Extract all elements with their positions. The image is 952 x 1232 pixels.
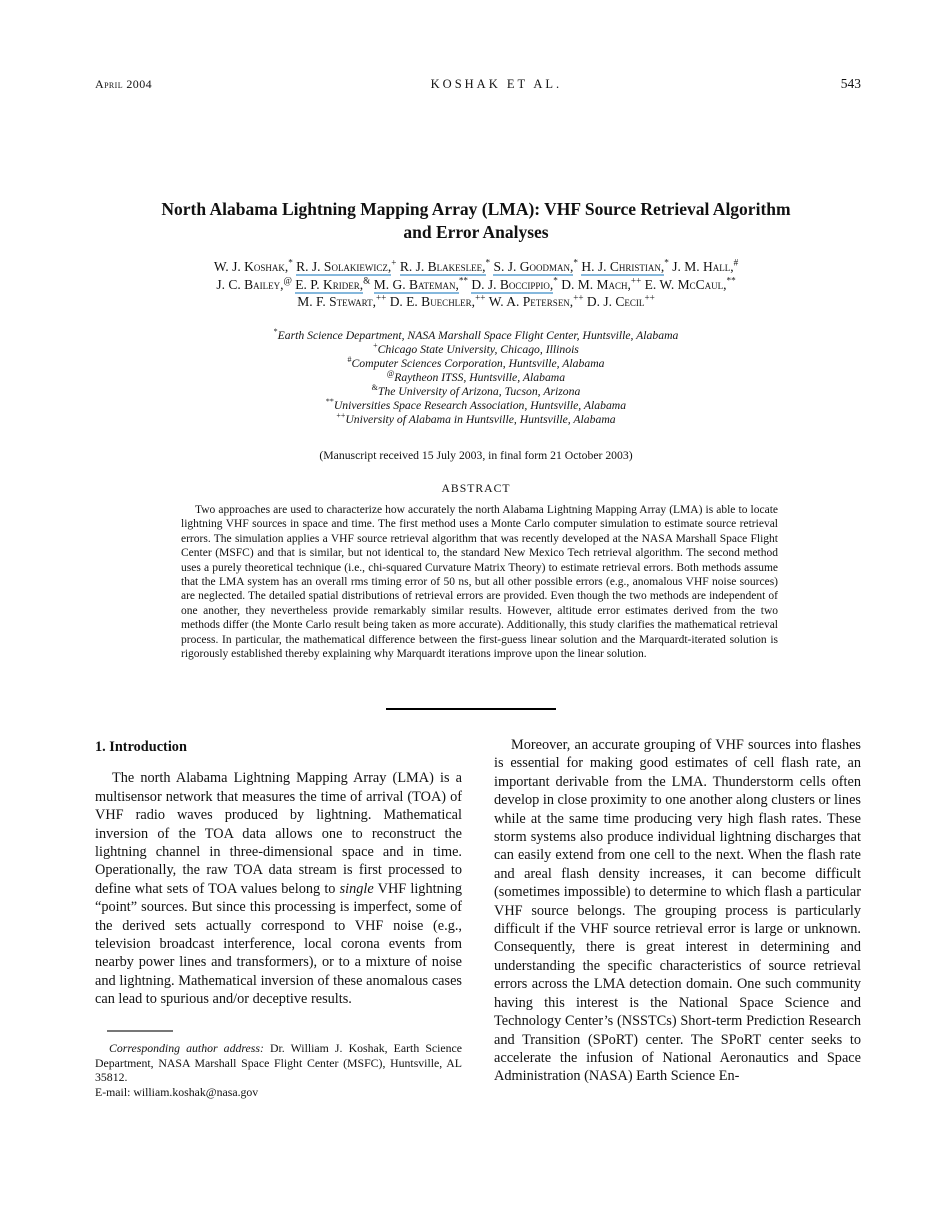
author-affiliation-mark: **	[726, 275, 736, 285]
right-column-paragraph: Moreover, an accurate grouping of VHF sources into flashes is essential for making good estimates of cell flash rate, an important derivable from the LMA. Thunderstorm cells often develop in close proximity to one another along clusters or lines while at the same time producing very high flash rates. These storm systems also produce individual lightning discharges that can easily extend from one cell to the next. When the flash rate and areal flash density increases, it can become difficult (sometimes impossible) to determine to which flash a particular VHF source belongs. The grouping process is particularly difficult if the VHF source retrieval error is large or unknown. Consequently, there is great interest in determining and understanding the specific characteristics of source retrieval errors across the LMA detection domain. One such community having this interest is the National Space Science and Technology Center’s (NSSTCs) Short-term Prediction Research and Transition (SPoRT) center. The SPoRT center seeks to accelerate the infusion of National Aeronautics and Space Administration (NASA) Earth Science En-	[494, 737, 861, 1085]
abstract-heading: ABSTRACT	[441, 482, 511, 495]
affiliation-mark: &	[371, 383, 378, 393]
author-affiliation-mark: *	[553, 275, 558, 285]
affiliation-line	[60, 343, 892, 357]
author-affiliation-mark: ++	[630, 275, 642, 285]
intro-paragraph-post: VHF lightning “point” sources. But since this processing is imperfect, some of the derived sets actually correspond to VHF noise (e.g., television broadcast interference, local corona events from nearby power lines and transformers), or to a mixture of noise and lightning. Mathematical inversion of these anomalous cases can lead to spurious and/or deceptive results.	[95, 880, 462, 1008]
affiliation-text: Computer Sciences Corporation, Huntsville, Alabama	[351, 357, 605, 370]
paper-title-line2: and Error Analyses	[403, 222, 549, 242]
author-affiliation-mark: *	[485, 257, 491, 268]
author-name: E. W. McCaul,	[644, 276, 727, 292]
author-name: D. E. Buechler,	[389, 294, 476, 309]
affiliation-text: Earth Science Department, NASA Marshall Space Flight Center, Huntsville, Alabama	[277, 329, 679, 342]
paper-title	[60, 198, 892, 244]
corresponding-author-footnote	[95, 1030, 462, 1099]
header-page-number: 543	[840, 76, 861, 91]
author-link[interactable]: R. J. Blakeslee,	[399, 259, 486, 274]
author-name: M. F. Stewart,	[297, 294, 376, 309]
affiliation-line	[60, 385, 892, 399]
author-link[interactable]: E. P. Krider,	[295, 276, 364, 292]
affiliation-text: University of Alabama in Huntsville, Huntsville, Alabama	[345, 413, 616, 426]
affiliation-mark: **	[325, 397, 334, 407]
author-name: W. A. Petersen,	[488, 294, 574, 309]
author-name: D. J. Cecil	[586, 294, 645, 309]
author-affiliation-mark: #	[733, 257, 739, 268]
author-line-3	[60, 293, 892, 311]
affiliation-mark: #	[347, 355, 352, 365]
affiliation-mark: *	[273, 327, 278, 337]
footnote-lead: Corresponding author address:	[109, 1041, 264, 1055]
affiliation-list	[60, 329, 892, 427]
author-link[interactable]: D. J. Boccippio,	[471, 276, 554, 292]
author-affiliation-mark: *	[288, 257, 293, 268]
affiliation-line	[60, 371, 892, 385]
author-affiliation-mark: *	[664, 257, 669, 268]
header-running-title: KOSHAK ET AL.	[430, 77, 563, 91]
affiliation-mark: +	[373, 341, 378, 351]
affiliation-mark: @	[386, 369, 395, 379]
paper-title-line1: North Alabama Lightning Mapping Array (LMA): VHF Source Retrieval Algorithm	[161, 199, 791, 219]
author-name: W. J. Koshak,	[213, 259, 289, 274]
author-affiliation-mark: @	[283, 275, 292, 285]
footnote-email: E-mail: william.koshak@nasa.gov	[95, 1084, 259, 1099]
affiliation-line	[60, 329, 892, 343]
author-affiliation-mark: ++	[573, 292, 584, 303]
author-affiliation-mark: *	[573, 257, 578, 268]
abstract-text: Two approaches are used to characterize how accurately the north Alabama Lightning Mapping Array (LMA) is able to locate lightning VHF sources in space and time. The first method uses a Monte Carlo computer simulation to estimate source retrieval errors. The simulation applies a VHF source retrieval algorithm that was recently developed at the NASA Marshall Space Flight Center (MSFC) and that is similar, but not identical to, the standard New Mexico Tech retrieval algorithm. The second method uses a purely theoretical technique (i.e., chi-squared Curvature Matrix Theory) to estimate retrieval errors. Both methods assume that the LMA system has an overall rms timing error of 50 ns, but all other possible errors (e.g., anomalous VHF noise sources) are neglected. The detailed spatial distributions of retrieval errors are provided. Even though the two methods are independent of one another, they nevertheless provide remarkably similar results. However, altitude error estimates derived from the two methods differ (the Monte Carlo result being taken as more accurate). Additionally, this study clarifies the mathematical retrieval process. In particular, the mathematical difference between the first-guess linear solution and the Marquardt-iterated solution is rigorously established thereby explaining why Marquardt iterations improve upon the linear solution.	[181, 504, 778, 661]
author-line-1	[60, 258, 892, 276]
section-heading-introduction: 1. Introduction	[95, 739, 187, 755]
author-link[interactable]: S. J. Goodman,	[493, 259, 574, 274]
footnote-rule	[107, 1030, 173, 1032]
header-issue-date: April 2004	[95, 77, 153, 91]
author-list	[60, 258, 892, 311]
author-name: D. M. Mach,	[561, 276, 631, 292]
footnote-address	[95, 1041, 462, 1085]
author-affiliation-mark: &	[363, 275, 371, 285]
affiliation-text: Chicago State University, Chicago, Illinois	[377, 343, 579, 356]
right-column	[494, 736, 861, 1086]
author-line-2	[60, 276, 892, 294]
intro-paragraph-pre: The north Alabama Lightning Mapping Array (LMA) is a multisensor network that measures the time of arrival (TOA) of VHF radio waves produced by lightning. Mathematical inversion of the TOA data allows one to reconstruct the lightning channel in three-dimensional space and in time. Operationally, the raw TOA data stream is first processed to define what sets of TOA values belong to	[95, 770, 462, 897]
author-affiliation-mark: ++	[644, 292, 655, 303]
intro-paragraph	[95, 769, 462, 1008]
affiliation-mark: ++	[336, 411, 346, 421]
author-link[interactable]: H. J. Christian,	[581, 259, 665, 274]
author-link[interactable]: R. J. Solakiewicz,	[296, 259, 392, 274]
affiliation-line	[60, 413, 892, 427]
author-name: J. C. Bailey,	[216, 276, 284, 292]
intro-paragraph-italic-word: single	[339, 880, 374, 897]
affiliation-text: Universities Space Research Association, Huntsville, Alabama	[333, 399, 627, 412]
manuscript-note: (Manuscript received 15 July 2003, in final form 21 October 2003)	[319, 449, 633, 462]
author-affiliation-mark: ++	[475, 292, 486, 303]
footnote-address-text: Dr. William J. Koshak, Earth Science Department, NASA Marshall Space Flight Center (MSFC), Huntsville, AL 35812.	[95, 1041, 463, 1085]
running-header	[95, 76, 861, 92]
section-divider-rule	[386, 708, 556, 710]
affiliation-text: Raytheon ITSS, Huntsville, Alabama	[394, 371, 566, 384]
author-affiliation-mark: **	[458, 275, 468, 285]
author-affiliation-mark: +	[391, 257, 397, 268]
author-link[interactable]: M. G. Bateman,	[373, 276, 459, 292]
affiliation-text: The University of Arizona, Tucson, Arizona	[377, 385, 581, 398]
affiliation-line	[60, 357, 892, 371]
author-affiliation-mark: ++	[375, 292, 387, 303]
affiliation-line	[60, 399, 892, 413]
author-name: J. M. Hall,	[672, 259, 734, 274]
